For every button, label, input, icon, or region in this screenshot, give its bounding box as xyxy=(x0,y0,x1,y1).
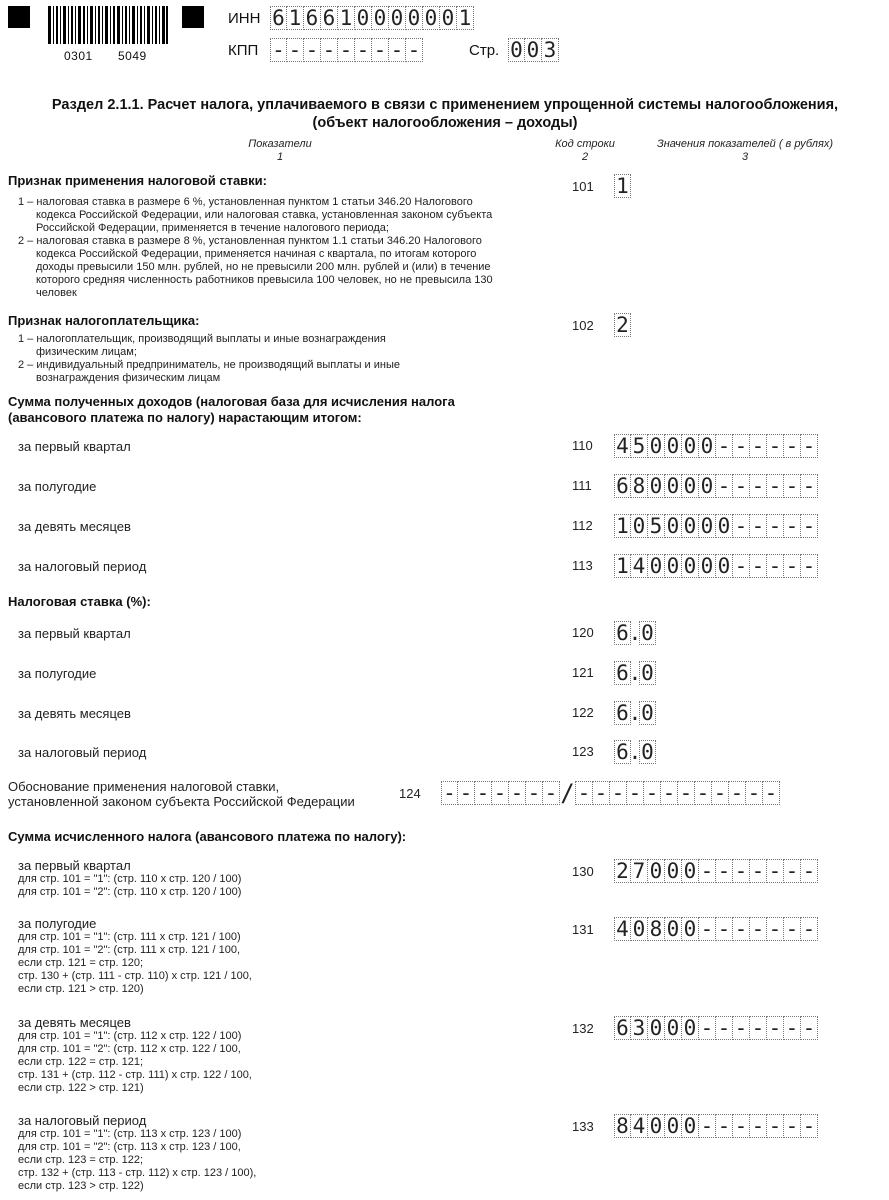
income-110-cell[interactable]: 5 xyxy=(631,434,648,458)
income-111-cell[interactable]: 0 xyxy=(699,474,716,498)
row-code-130: 130 xyxy=(572,864,594,879)
income-111-cell[interactable]: 8 xyxy=(631,474,648,498)
row-code-123: 123 xyxy=(572,744,594,759)
rate-justification-field[interactable] xyxy=(441,781,780,805)
tax-130-cell[interactable]: 7 xyxy=(631,859,648,883)
column-header-code-num: 2 xyxy=(581,151,589,163)
tax-row-label: за первый квартал xyxy=(18,858,131,873)
inn-label: ИНН xyxy=(228,10,261,27)
income-title-line1: Сумма полученных доходов (налоговая база для исчисления налога xyxy=(8,394,455,409)
income-111-cell[interactable]: 0 xyxy=(648,474,665,498)
note-line: 2 – индивидуальный предприниматель, не производящий выплаты и иные xyxy=(18,359,400,371)
taxpayer-sign-title: Признак налогоплательщика: xyxy=(8,313,200,328)
tax-131-cell[interactable]: - xyxy=(784,917,801,941)
inn-cell[interactable]: 0 xyxy=(423,6,440,30)
tax-131-cell[interactable]: - xyxy=(767,917,784,941)
rate-decimal-point: . xyxy=(628,740,642,764)
kpp-cell[interactable]: - xyxy=(389,38,406,62)
rate-frac-cell[interactable]: 0 xyxy=(639,621,656,645)
tax-131-cell[interactable]: - xyxy=(801,917,818,941)
income-field-112[interactable] xyxy=(614,514,818,538)
income-112-cell[interactable]: 0 xyxy=(682,514,699,538)
tax-formula-line: для стр. 101 = "1": (стр. 110 x стр. 120 / 100) xyxy=(18,873,242,885)
row-code-122: 122 xyxy=(572,705,594,720)
income-112-cell[interactable]: 5 xyxy=(648,514,665,538)
tax-130-cell[interactable]: - xyxy=(801,859,818,883)
tax-133-cell[interactable]: 0 xyxy=(682,1114,699,1138)
tax-132-cell[interactable]: - xyxy=(750,1016,767,1040)
note-line: 1 – налоговая ставка в размере 6 %, установленная пунктом 1 статьи 346.20 Налогового xyxy=(18,196,473,208)
income-111-cell[interactable]: 0 xyxy=(665,474,682,498)
note-line: 2 – налоговая ставка в размере 8 %, установленная пунктом 1.1 статьи 346.20 Налогового xyxy=(18,235,482,247)
tax-133-cell[interactable]: - xyxy=(750,1114,767,1138)
justification-right-cell[interactable]: - xyxy=(712,781,729,805)
tax-formula-line: если стр. 123 > стр. 122) xyxy=(18,1180,144,1192)
rate-field-121[interactable] xyxy=(614,661,656,685)
income-111-cell[interactable]: 0 xyxy=(682,474,699,498)
note-line: 1 – налогоплательщик, производящий выплаты и иные вознаграждения xyxy=(18,333,386,345)
inn-cell[interactable]: 6 xyxy=(270,6,287,30)
tax-131-cell[interactable]: 0 xyxy=(665,917,682,941)
tax-131-cell[interactable]: 0 xyxy=(682,917,699,941)
income-111-cell[interactable]: - xyxy=(716,474,733,498)
note-line: кодекса Российской Федерации, или налоговая ставка, установленная законом субъекта xyxy=(36,209,493,221)
income-field-111[interactable] xyxy=(614,474,818,498)
tax-133-cell[interactable]: - xyxy=(733,1114,750,1138)
income-113-cell[interactable]: 0 xyxy=(665,554,682,578)
income-112-cell[interactable]: - xyxy=(733,514,750,538)
tax-130-cell[interactable]: - xyxy=(750,859,767,883)
kpp-cell[interactable]: - xyxy=(338,38,355,62)
income-112-cell[interactable]: - xyxy=(801,514,818,538)
rate-field-120[interactable] xyxy=(614,621,656,645)
justification-right-cell[interactable]: - xyxy=(610,781,627,805)
income-row-label: за первый квартал xyxy=(18,439,131,454)
rate-frac-cell[interactable]: 0 xyxy=(639,661,656,685)
tax-130-cell[interactable]: - xyxy=(699,859,716,883)
justification-left-cell[interactable]: - xyxy=(509,781,526,805)
kpp-cell[interactable]: - xyxy=(355,38,372,62)
tax-131-cell[interactable]: - xyxy=(699,917,716,941)
tax-132-cell[interactable]: - xyxy=(801,1016,818,1040)
row-code-101: 101 xyxy=(572,179,594,194)
tax-131-cell[interactable]: - xyxy=(733,917,750,941)
inn-cell[interactable]: 0 xyxy=(406,6,423,30)
income-110-cell[interactable]: - xyxy=(750,434,767,458)
justification-slash: / xyxy=(560,779,575,807)
tax-132-cell[interactable]: 0 xyxy=(648,1016,665,1040)
tax-130-cell[interactable]: - xyxy=(716,859,733,883)
tax-formula-line: если стр. 122 = стр. 121; xyxy=(18,1056,144,1068)
tax-132-cell[interactable]: - xyxy=(716,1016,733,1040)
income-110-cell[interactable]: - xyxy=(716,434,733,458)
row-code-133: 133 xyxy=(572,1119,594,1134)
tax-132-cell[interactable]: 0 xyxy=(682,1016,699,1040)
income-110-cell[interactable]: 4 xyxy=(614,434,631,458)
column-header-code: Код строки xyxy=(555,138,615,150)
income-row-label: за полугодие xyxy=(18,479,97,494)
tax-130-cell[interactable]: 2 xyxy=(614,859,631,883)
page-number-field[interactable] xyxy=(508,38,559,62)
tax-133-cell[interactable]: 8 xyxy=(614,1114,631,1138)
barcode-number-1: 0301 xyxy=(64,49,93,63)
justification-right-cell[interactable]: - xyxy=(576,781,593,805)
income-113-cell[interactable]: 0 xyxy=(648,554,665,578)
justification-right-cell[interactable]: - xyxy=(593,781,610,805)
corner-marker-left xyxy=(8,6,30,28)
kpp-label: КПП xyxy=(228,42,259,59)
income-110-cell[interactable]: - xyxy=(784,434,801,458)
kpp-cell[interactable]: - xyxy=(321,38,338,62)
justification-left-cell[interactable]: - xyxy=(492,781,509,805)
income-110-cell[interactable]: 0 xyxy=(665,434,682,458)
tax-131-cell[interactable]: 0 xyxy=(631,917,648,941)
barcode xyxy=(48,6,168,52)
tax-132-cell[interactable]: - xyxy=(699,1016,716,1040)
rate-int-cell[interactable]: 6 xyxy=(614,701,631,725)
section-title-line1: Раздел 2.1.1. Расчет налога, уплачиваемого в связи с применением упрощенной системы налогообложения, xyxy=(51,97,839,113)
inn-cell[interactable]: 6 xyxy=(304,6,321,30)
income-112-cell[interactable]: 0 xyxy=(665,514,682,538)
tax-formula-line: для стр. 101 = "2": (стр. 113 x стр. 123 / 100, xyxy=(18,1141,241,1153)
row-code-111: 111 xyxy=(572,478,592,493)
income-field-113[interactable] xyxy=(614,554,818,578)
kpp-cell[interactable]: - xyxy=(270,38,287,62)
page-cell[interactable]: 3 xyxy=(542,38,559,62)
tax-130-cell[interactable]: 0 xyxy=(648,859,665,883)
inn-cell[interactable]: 1 xyxy=(287,6,304,30)
tax-132-cell[interactable]: - xyxy=(767,1016,784,1040)
income-113-cell[interactable]: - xyxy=(750,554,767,578)
tax-formula-line: стр. 130 + (стр. 111 - стр. 110) x стр. 121 / 100, xyxy=(18,970,252,982)
rate-justification-label-line2: установленной законом субъекта Российской Федерации xyxy=(8,794,355,809)
income-112-cell[interactable]: - xyxy=(750,514,767,538)
tax-formula-line: для стр. 101 = "2": (стр. 111 x стр. 121 / 100, xyxy=(18,944,241,956)
inn-cell[interactable]: 0 xyxy=(440,6,457,30)
inn-cell[interactable]: 0 xyxy=(372,6,389,30)
tax-formula-line: если стр. 123 = стр. 122; xyxy=(18,1154,144,1166)
tax-amount-title: Сумма исчисленного налога (авансового платежа по налогу): xyxy=(8,829,407,844)
tax-130-cell[interactable]: - xyxy=(784,859,801,883)
justification-left-cell[interactable]: - xyxy=(526,781,543,805)
rate-row-label: за первый квартал xyxy=(18,626,131,641)
inn-cell[interactable]: 1 xyxy=(457,6,474,30)
income-111-cell[interactable]: - xyxy=(733,474,750,498)
justification-right-cell[interactable]: - xyxy=(729,781,746,805)
row-code-113: 113 xyxy=(572,558,593,573)
income-113-cell[interactable]: - xyxy=(733,554,750,578)
tax-132-cell[interactable]: 6 xyxy=(614,1016,631,1040)
income-110-cell[interactable]: 0 xyxy=(648,434,665,458)
tax-133-cell[interactable]: 0 xyxy=(648,1114,665,1138)
tax-133-cell[interactable]: 4 xyxy=(631,1114,648,1138)
tax-130-cell[interactable]: - xyxy=(733,859,750,883)
rate-field-123[interactable] xyxy=(614,740,656,764)
justification-left-cell[interactable]: - xyxy=(543,781,560,805)
rate-int-cell[interactable]: 6 xyxy=(614,740,631,764)
income-row-label: за девять месяцев xyxy=(18,519,131,534)
kpp-cell[interactable]: - xyxy=(287,38,304,62)
tax-formula-line: для стр. 101 = "2": (стр. 110 x стр. 120 / 100) xyxy=(18,886,242,898)
row-code-120: 120 xyxy=(572,625,594,640)
corner-marker-right xyxy=(182,6,204,28)
tax-row-label: за девять месяцев xyxy=(18,1015,131,1030)
income-111-cell[interactable]: 6 xyxy=(614,474,631,498)
tax-field-130[interactable] xyxy=(614,859,818,883)
tax-132-cell[interactable]: 0 xyxy=(665,1016,682,1040)
tax-131-cell[interactable]: - xyxy=(750,917,767,941)
income-111-cell[interactable]: - xyxy=(784,474,801,498)
tax-133-cell[interactable]: - xyxy=(767,1114,784,1138)
tax-133-cell[interactable]: 0 xyxy=(665,1114,682,1138)
rate-row-label: за полугодие xyxy=(18,666,97,681)
income-title-line2: (авансового платежа по налогу) нарастающим итогом: xyxy=(8,410,362,425)
justification-right-cell[interactable]: - xyxy=(661,781,678,805)
income-113-cell[interactable]: - xyxy=(801,554,818,578)
tax-131-cell[interactable]: 4 xyxy=(614,917,631,941)
income-112-cell[interactable]: 1 xyxy=(614,514,631,538)
justification-right-cell[interactable]: - xyxy=(746,781,763,805)
barcode-number-2: 5049 xyxy=(118,49,147,63)
column-header-indicators-num: 1 xyxy=(276,151,284,163)
justification-left-cell[interactable]: - xyxy=(458,781,475,805)
income-113-cell[interactable]: 4 xyxy=(631,554,648,578)
rate-row-label: за налоговый период xyxy=(18,745,147,760)
tax-row-label: за налоговый период xyxy=(18,1113,147,1128)
rate-decimal-point: . xyxy=(628,661,642,685)
note-line: доходы превысили 150 млн. рублей, но не превысили 200 млн. рублей и (или) в течение xyxy=(36,261,491,273)
justification-right-cell[interactable]: - xyxy=(644,781,661,805)
note-line: вознаграждения физическим лицам xyxy=(36,372,221,384)
kpp-cell[interactable]: - xyxy=(304,38,321,62)
rate-sign-cell[interactable]: 1 xyxy=(614,174,631,198)
income-112-cell[interactable]: 0 xyxy=(631,514,648,538)
tax-field-131[interactable] xyxy=(614,917,818,941)
inn-cell[interactable]: 6 xyxy=(321,6,338,30)
column-header-values: Значения показателей ( в рублях) xyxy=(656,138,834,150)
tax-133-cell[interactable]: - xyxy=(699,1114,716,1138)
rate-row-label: за девять месяцев xyxy=(18,706,131,721)
income-113-cell[interactable]: 0 xyxy=(682,554,699,578)
income-field-110[interactable] xyxy=(614,434,818,458)
note-line: кодекса Российской Федерации, применяется начиная с квартала, по итогам которого xyxy=(36,248,477,260)
justification-right-cell[interactable]: - xyxy=(695,781,712,805)
inn-cell[interactable]: 1 xyxy=(338,6,355,30)
row-code-132: 132 xyxy=(572,1021,594,1036)
justification-right-cell[interactable]: - xyxy=(678,781,695,805)
tax-formula-line: для стр. 101 = "2": (стр. 112 x стр. 122 / 100, xyxy=(18,1043,241,1055)
income-110-cell[interactable]: - xyxy=(733,434,750,458)
tax-131-cell[interactable]: - xyxy=(716,917,733,941)
tax-131-cell[interactable]: 8 xyxy=(648,917,665,941)
tax-130-cell[interactable]: - xyxy=(767,859,784,883)
tax-formula-line: если стр. 121 = стр. 120; xyxy=(18,957,144,969)
income-112-cell[interactable]: - xyxy=(784,514,801,538)
tax-formula-line: если стр. 121 > стр. 120) xyxy=(18,983,144,995)
row-code-131: 131 xyxy=(572,922,594,937)
kpp-cell[interactable]: - xyxy=(372,38,389,62)
section-title-line2: (объект налогообложения – доходы) xyxy=(312,115,578,131)
taxpayer-sign-cell[interactable]: 2 xyxy=(614,313,631,337)
tax-rate-title: Налоговая ставка (%): xyxy=(8,594,151,609)
tax-133-cell[interactable]: - xyxy=(784,1114,801,1138)
inn-cell[interactable]: 0 xyxy=(355,6,372,30)
tax-formula-line: если стр. 122 > стр. 121) xyxy=(18,1082,144,1094)
tax-133-cell[interactable]: - xyxy=(716,1114,733,1138)
row-code-110: 110 xyxy=(572,438,593,453)
income-113-cell[interactable]: 0 xyxy=(716,554,733,578)
income-110-cell[interactable]: - xyxy=(767,434,784,458)
justification-left-cell[interactable]: - xyxy=(441,781,458,805)
row-code-102: 102 xyxy=(572,318,594,333)
income-110-cell[interactable]: 0 xyxy=(699,434,716,458)
page-label: Стр. xyxy=(469,42,500,59)
column-header-indicators: Показатели xyxy=(248,138,312,150)
tax-formula-line: для стр. 101 = "1": (стр. 111 x стр. 121 / 100) xyxy=(18,931,241,943)
inn-cell[interactable]: 0 xyxy=(389,6,406,30)
page-cell[interactable]: 0 xyxy=(508,38,525,62)
income-113-cell[interactable]: 1 xyxy=(614,554,631,578)
rate-decimal-point: . xyxy=(628,701,642,725)
row-code-112: 112 xyxy=(572,518,593,533)
rate-sign-field[interactable] xyxy=(614,174,631,198)
rate-sign-title: Признак применения налоговой ставки: xyxy=(8,173,267,188)
note-line: которого средняя численность работников превысила 100 человек, но не превысила 130 xyxy=(36,274,493,286)
rate-field-122[interactable] xyxy=(614,701,656,725)
tax-field-133[interactable] xyxy=(614,1114,818,1138)
kpp-field[interactable] xyxy=(270,38,423,62)
rate-frac-cell[interactable]: 0 xyxy=(639,701,656,725)
tax-133-cell[interactable]: - xyxy=(801,1114,818,1138)
income-110-cell[interactable]: 0 xyxy=(682,434,699,458)
row-code-121: 121 xyxy=(572,665,594,680)
income-112-cell[interactable]: 0 xyxy=(699,514,716,538)
income-row-label: за налоговый период xyxy=(18,559,147,574)
tax-132-cell[interactable]: - xyxy=(733,1016,750,1040)
tax-formula-line: для стр. 101 = "1": (стр. 113 x стр. 123 / 100) xyxy=(18,1128,242,1140)
rate-decimal-point: . xyxy=(628,621,642,645)
note-line: человек xyxy=(36,287,77,299)
page-cell[interactable]: 0 xyxy=(525,38,542,62)
tax-132-cell[interactable]: - xyxy=(784,1016,801,1040)
rate-int-cell[interactable]: 6 xyxy=(614,661,631,685)
tax-formula-line: для стр. 101 = "1": (стр. 112 x стр. 122 / 100) xyxy=(18,1030,242,1042)
income-113-cell[interactable]: 0 xyxy=(699,554,716,578)
kpp-cell[interactable]: - xyxy=(406,38,423,62)
tax-row-label: за полугодие xyxy=(18,916,97,931)
note-line: Российской Федерации, применяется в течение налогового периода; xyxy=(36,222,389,234)
tax-field-132[interactable] xyxy=(614,1016,818,1040)
inn-field[interactable] xyxy=(270,6,474,30)
income-111-cell[interactable]: - xyxy=(750,474,767,498)
income-112-cell[interactable]: 0 xyxy=(716,514,733,538)
tax-formula-line: стр. 131 + (стр. 112 - стр. 111) x стр. 122 / 100, xyxy=(18,1069,252,1081)
tax-formula-line: стр. 132 + (стр. 113 - стр. 112) x стр. 123 / 100), xyxy=(18,1167,257,1179)
rate-frac-cell[interactable]: 0 xyxy=(639,740,656,764)
tax-132-cell[interactable]: 3 xyxy=(631,1016,648,1040)
rate-int-cell[interactable]: 6 xyxy=(614,621,631,645)
tax-130-cell[interactable]: 0 xyxy=(682,859,699,883)
column-header-values-num: 3 xyxy=(741,151,749,163)
income-113-cell[interactable]: - xyxy=(784,554,801,578)
rate-justification-label-line1: Обоснование применения налоговой ставки, xyxy=(8,779,280,794)
justification-left-cell[interactable]: - xyxy=(475,781,492,805)
taxpayer-sign-field[interactable] xyxy=(614,313,631,337)
income-111-cell[interactable]: - xyxy=(801,474,818,498)
note-line: физическим лицам; xyxy=(36,346,137,358)
justification-right-cell[interactable]: - xyxy=(763,781,780,805)
justification-right-cell[interactable]: - xyxy=(627,781,644,805)
row-code-124: 124 xyxy=(399,786,421,801)
income-112-cell[interactable]: - xyxy=(767,514,784,538)
income-113-cell[interactable]: - xyxy=(767,554,784,578)
income-110-cell[interactable]: - xyxy=(801,434,818,458)
income-111-cell[interactable]: - xyxy=(767,474,784,498)
tax-130-cell[interactable]: 0 xyxy=(665,859,682,883)
